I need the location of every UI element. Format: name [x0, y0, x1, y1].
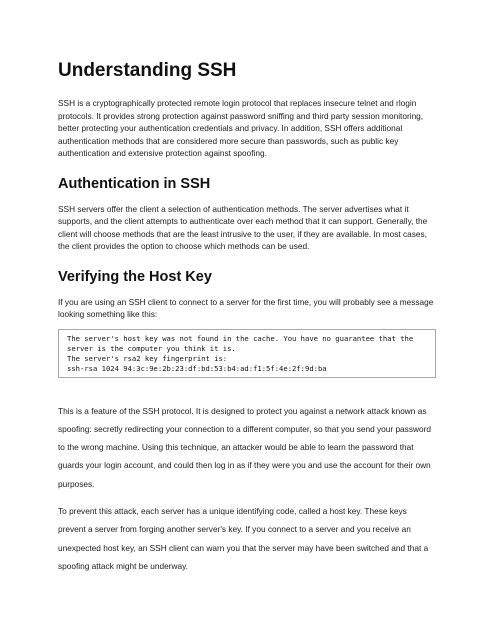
section-heading-authentication: Authentication in SSH: [58, 175, 211, 192]
host-key-intro-paragraph: If you are using an SSH client to connect to a server for the first time, you will probably see a message looking something like this:: [58, 296, 434, 319]
document-page: [58, 58, 436, 584]
code-block: [58, 329, 436, 378]
code-line: ssh-rsa 1024 94:3c:9e:2b:23:df:bd:53:b4:ad:f1:5f:4e:2f:9d:ba: [67, 363, 327, 373]
section-heading-verifying-host-key: Verifying the Host Key: [58, 268, 212, 285]
code-line: The server's rsa2 key fingerprint is:: [67, 353, 228, 363]
intro-paragraph: SSH is a cryptographically protected remote login protocol that replaces insecure telnet and rlogin protocols. It provides strong protection against password sniffing and third party session monitoring, better protecting your authentication credentials and privacy. In addition, SSH offers additional authentication methods that are considered more secure than passwords, such as public key authentication and extensive protection against spoofing.: [58, 98, 424, 158]
authentication-paragraph: SSH servers offer the client a selection of authentication methods. The server advertises what it supports, and the client attempts to authenticate over each method that it can support. Generally, the client will choose methods that are the least intrusive to the user, if they are available. In most cases, the client provides the option to choose which methods can be used.: [58, 203, 428, 251]
page-title: Understanding SSH: [58, 60, 237, 81]
host-key-paragraph: To prevent this attack, each server has a unique identifying code, called a host key. These keys prevent a server from forging another server's key. If you connect to a server and you receive an unexpected host key, an SSH client can warn you that the server may have been switched and that a spoofing attack might be underway.: [58, 505, 429, 571]
spoofing-paragraph: This is a feature of the SSH protocol. It is designed to protect you against a network attack known as spoofing: secretly redirecting your connection to a different computer, so that you send your password to the wrong machine. Using this technique, an attacker would be able to learn the password that guards your login account, and could then log in as if they were you and use the account for their own purposes.: [58, 405, 431, 489]
code-line: The server's host key was not found in the cache. You have no guarantee that the server is the computer you think it is.: [67, 333, 418, 353]
